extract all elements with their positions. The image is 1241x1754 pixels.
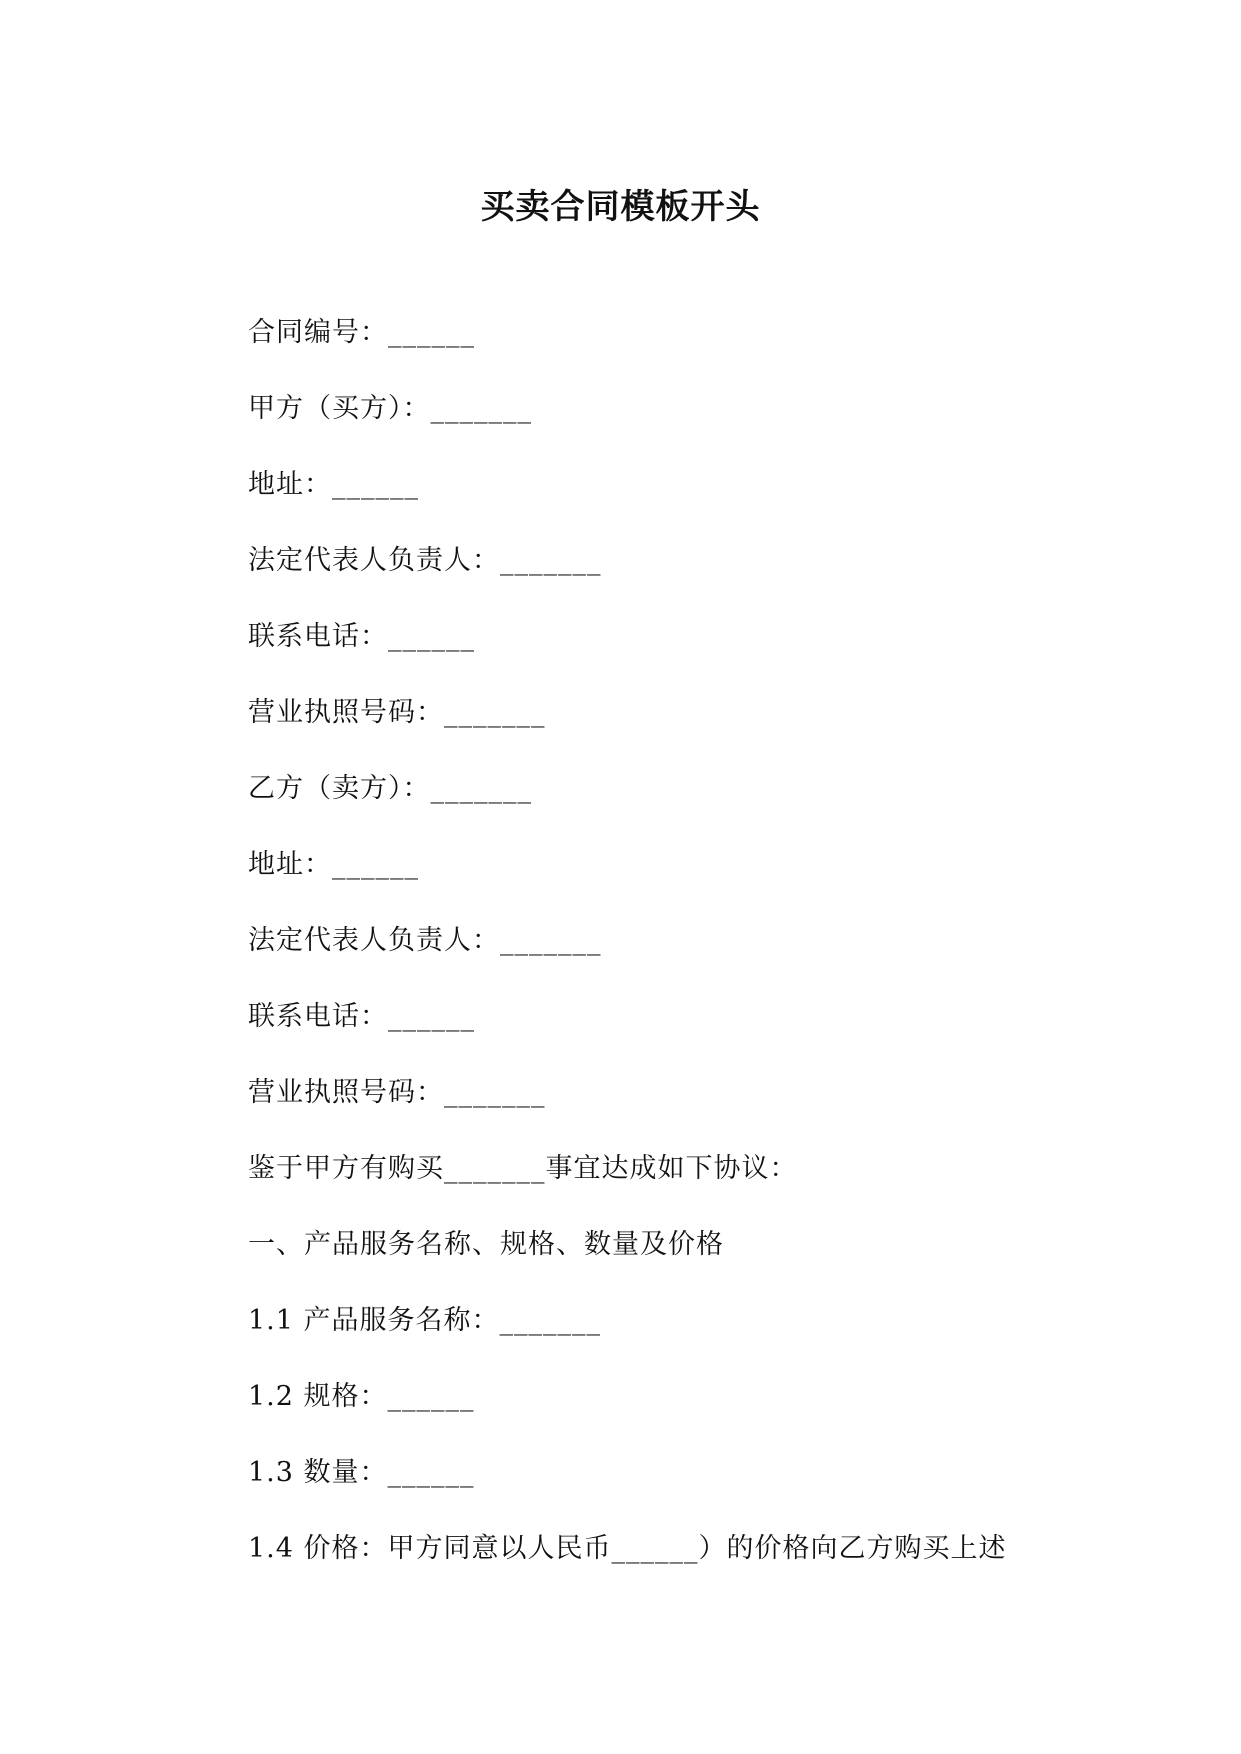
party-a-phone-line: 联系电话：______ [248,621,475,652]
party-b-representative-line: 法定代表人负责人：_______ [248,925,602,956]
clause-1-4-line: 1.4 价格：甲方同意以人民币______）的价格向乙方购买上述 [248,1533,1007,1564]
document-title: 买卖合同模板开头 [480,187,761,227]
party-b-license-line: 营业执照号码：_______ [248,1077,546,1108]
party-b-phone-line: 联系电话：______ [248,1001,475,1032]
agreement-preamble-line: 鉴于甲方有购买_______事宜达成如下协议： [248,1153,798,1184]
party-b-line: 乙方（卖方）：_______ [248,773,532,804]
contract-number-line: 合同编号：______ [248,317,475,348]
party-a-license-line: 营业执照号码：_______ [248,697,546,728]
clause-1-1-line: 1.1 产品服务名称：_______ [248,1305,602,1336]
contract-body [248,313,1148,1605]
party-a-line: 甲方（买方）：_______ [248,393,532,424]
party-a-address-line: 地址：______ [248,469,419,500]
clause-1-2-line: 1.2 规格：______ [248,1381,475,1412]
clause-1-3-line: 1.3 数量：______ [248,1457,475,1488]
party-b-address-line: 地址：______ [248,849,419,880]
party-a-representative-line: 法定代表人负责人：_______ [248,545,602,576]
section-1-heading: 一、产品服务名称、规格、数量及价格 [248,1229,724,1260]
